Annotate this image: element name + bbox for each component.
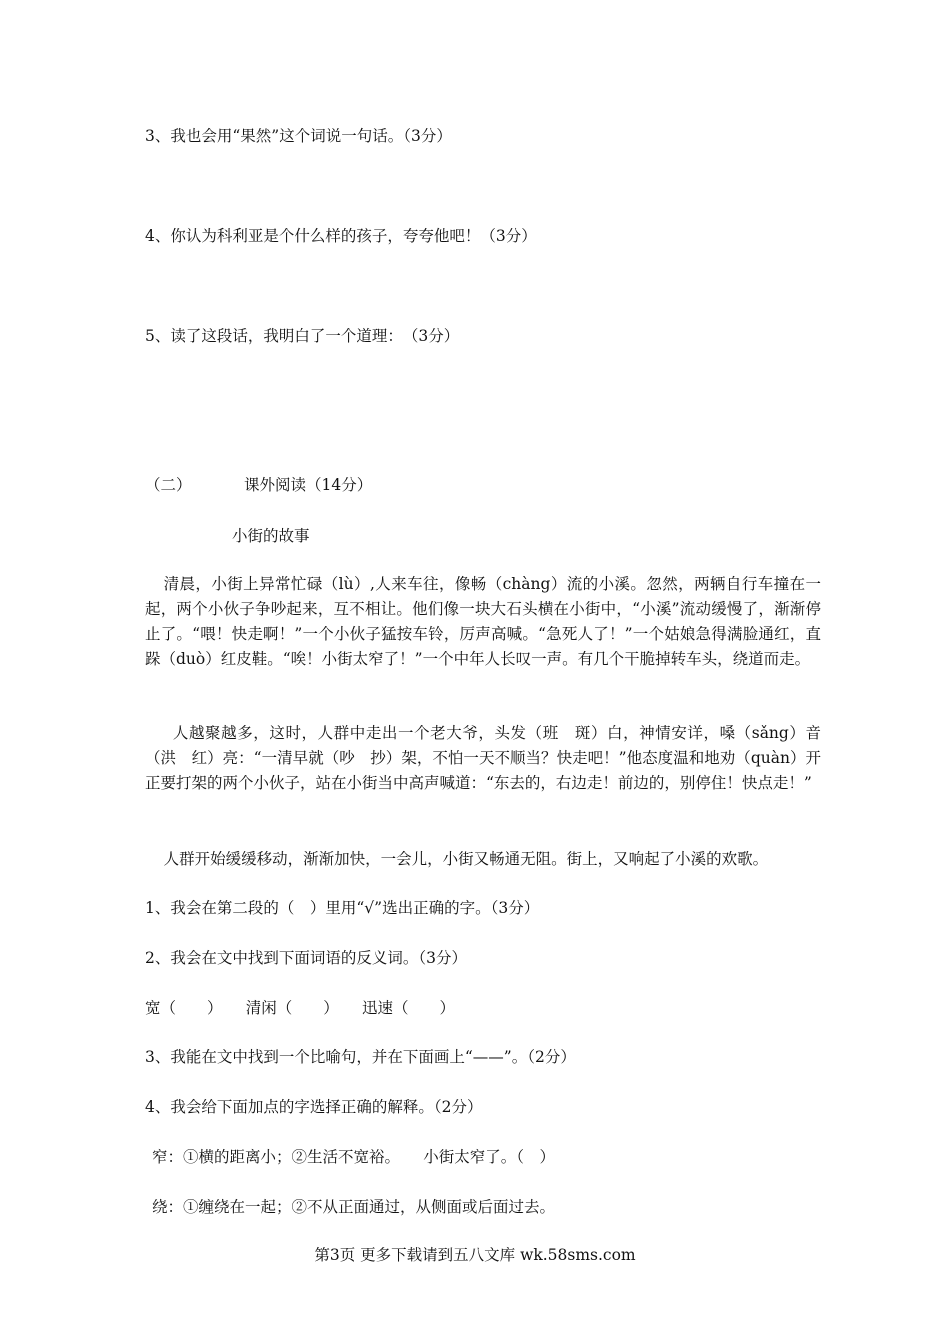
story-paragraph-2: 人越聚越多，这时，人群中走出一个老大爷，头发（班 斑）白，神情安详，嗓（sǎng）音（洪 红）亮：“一清早就（吵 抄）架，不怕一天不顺当？快走吧！”他态度温和地劝（quàn）开正要打架的两个小伙子，站在小街当中高声喊道：“东去的，右边走！前边的，别停住！快点走！”: [145, 724, 821, 792]
antonym-blanks: 宽（ ） 清闲（ ） 迅速（ ）: [145, 999, 456, 1017]
question-1-choose-char: 1、我会在第二段的（ ）里用“√”选出正确的字。（3分）: [145, 899, 540, 917]
story-title: 小街的故事: [232, 527, 310, 545]
meaning-zhai: 窄：①横的距离小；②生活不宽裕。 小街太窄了。（ ）: [152, 1148, 556, 1166]
page-footer: 第3页 更多下载请到五八文库 wk.58sms.com: [314, 1246, 636, 1264]
question-3-guoran: 3、我也会用“果然”这个词说一句话。（3分）: [145, 127, 452, 145]
story-paragraph-3: 人群开始缓缓移动，渐渐加快，一会儿，小街又畅通无阻。街上，又响起了小溪的欢歌。: [163, 850, 769, 868]
question-4-meanings: 4、我会给下面加点的字选择正确的解释。（2分）: [145, 1098, 483, 1116]
meaning-rao: 绕：①缠绕在一起；②不从正面通过，从侧面或后面过去。: [152, 1198, 556, 1216]
story-paragraph-1: 清晨，小街上异常忙碌（lù）,人来车往，像畅（chàng）流的小溪。忽然，两辆自行车撞在一起，两个小伙子争吵起来，互不相让。他们像一块大石头横在小街中，“小溪”流动缓慢了，渐渐停止了。“喂！快走啊！”一个小伙子猛按车铃，厉声高喊。“急死人了！”一个姑娘急得满脸通红，直跺（duò）红皮鞋。“唉！小街太窄了！”一个中年人长叹一声。有几个干脆掉转车头，绕道而走。: [145, 575, 821, 668]
question-3-simile: 3、我能在文中找到一个比喻句，并在下面画上“——”。（2分）: [145, 1048, 576, 1066]
question-2-antonyms: 2、我会在文中找到下面词语的反义词。（3分）: [145, 949, 467, 967]
question-5-daoli: 5、读了这段话，我明白了一个道理： （3分）: [145, 327, 460, 345]
section-title: 课外阅读（14分）: [244, 476, 373, 494]
question-4-keliya: 4、你认为科利亚是个什么样的孩子，夸夸他吧！（3分）: [145, 227, 537, 245]
section-number: （二）: [145, 476, 192, 494]
